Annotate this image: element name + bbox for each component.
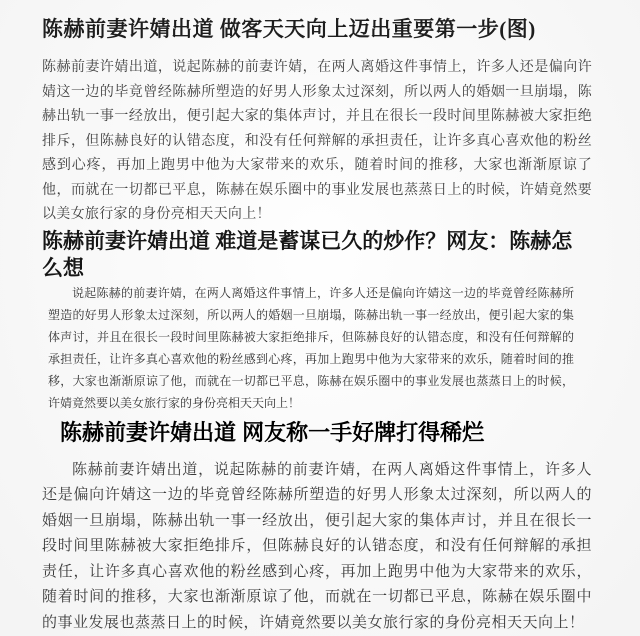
section-3-paragraph: 陈赫前妻许婧出道，说起陈赫的前妻许婧，在两人离婚这件事情上，许多人还是偏向许婧这一边的毕竟曾经陈赫所塑造的好男人形象太过深刻，所以两人的婚姻一旦崩塌，陈赫出轨一事一经放出，便引起大家的集体声讨，并且在很长一段时间里陈赫被大家拒绝排斥，但陈赫良好的认错态度，和没有任何辩解的承担责任，让许多真心喜欢他的粉丝感到心疼，再加上跑男中他为大家带来的欢乐，随着时间的推移，大家也渐渐原谅了他，而就在一切都已平息，陈赫在娱乐圈中的事业发展也蒸蒸日上的时候，许婧竟然要以美女旅行家的身份亮相天天向上！ bbox=[42, 461, 592, 631]
article-main-title: 陈赫前妻许婧出道 做客天天向上迈出重要第一步(图) bbox=[42, 17, 536, 41]
section-3-heading: 陈赫前妻许婧出道 网友称一手好牌打得稀烂 bbox=[60, 419, 485, 445]
section-2-heading: 陈赫前妻许婧出道 难道是蓄谋已久的炒作？网友：陈赫怎么想 bbox=[42, 228, 573, 280]
intro-paragraph: 陈赫前妻许婧出道，说起陈赫的前妻许婧，在两人离婚这件事情上，许多人还是偏向许婧这一边的毕竟曾经陈赫所塑造的好男人形象太过深刻，所以两人的婚姻一旦崩塌，陈赫出轨一事一经放出，便引起大家的集体声讨，并且在很长一段时间里陈赫被大家拒绝排斥，但陈赫良好的认错态度，和没有任何辩解的承担责任，让许多真心喜欢他的粉丝感到心疼，再加上跑男中他为大家带来的欢乐，随着时间的推移，大家也渐渐原谅了他，而就在一切都已平息，陈赫在娱乐圈中的事业发展也蒸蒸日上的时候，许婧竟然要以美女旅行家的身份亮相天天向上！ bbox=[42, 60, 592, 222]
section-2-paragraph: 说起陈赫的前妻许婧，在两人离婚这件事情上，许多人还是偏向许婧这一边的毕竟曾经陈赫所塑造的好男人形象太过深刻，所以两人的婚姻一旦崩塌，陈赫出轨一事一经放出，便引起大家的集体声讨，并且在很长一段时间里陈赫被大家拒绝排斥，但陈赫良好的认错态度，和没有任何辩解的承担责任，让许多真心喜欢他的粉丝感到心疼，再加上跑男中他为大家带来的欢乐，随着时间的推移，大家也渐渐原谅了他，而就在一切都已平息，陈赫在娱乐圈中的事业发展也蒸蒸日上的时候，许婧竟然要以美女旅行家的身份亮相天天向上！ bbox=[48, 285, 574, 410]
